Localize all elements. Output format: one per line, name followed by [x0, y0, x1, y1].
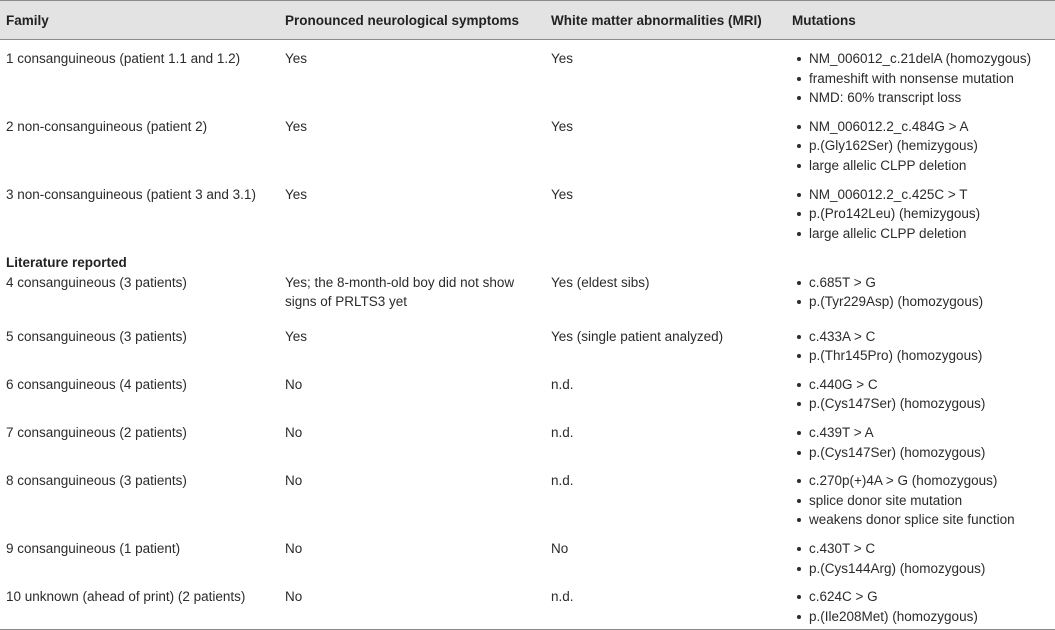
mutations-cell: [786, 578, 1055, 629]
mutation-item: NMD: 60% transcript loss: [792, 88, 1055, 108]
neuro-cell: No: [279, 578, 545, 629]
mutation-item: c.430T > C: [792, 539, 1055, 559]
family-cell: 2 non-consanguineous (patient 2): [6, 118, 208, 134]
family-cell: 10 unknown (ahead of print) (2 patients): [0, 578, 279, 629]
header-neurological: Pronounced neurological symptoms: [279, 1, 545, 40]
neuro-cell: Yes: [285, 51, 308, 66]
mutation-item: p.(Ile208Met) (homozygous): [792, 607, 1055, 627]
neuro-cell: Yes: [285, 328, 308, 344]
header-mutations: Mutations: [786, 1, 1055, 40]
mri-cell: n.d.: [551, 424, 574, 440]
mri-cell: Yes: [551, 118, 574, 134]
mutation-item: c.270p(+)4A > G (homozygous): [792, 471, 1055, 491]
family-cell: 5 consanguineous (3 patients): [6, 328, 187, 344]
mri-cell: n.d.: [545, 578, 786, 629]
mutation-item: p.(Thr145Pro) (homozygous): [792, 346, 1055, 366]
mutation-item: NM_006012.2_c.425C > T: [792, 185, 1055, 205]
table-row: [0, 414, 1055, 462]
mutation-item: frameshift with nonsense mutation: [792, 69, 1055, 89]
mutation-item: p.(Cys147Ser) (homozygous): [792, 394, 1055, 414]
mutation-item: p.(Cys147Ser) (homozygous): [792, 443, 1055, 463]
family-cell: 7 consanguineous (2 patients): [6, 424, 187, 440]
neuro-cell: Yes: [285, 118, 308, 134]
section-label: Literature reported: [6, 254, 127, 270]
table-row: [0, 462, 1055, 530]
family-cell: 6 consanguineous (4 patients): [6, 376, 187, 392]
mutations-cell: [786, 40, 1055, 108]
mri-cell: Yes: [551, 51, 574, 66]
mri-cell: Yes: [551, 186, 574, 202]
mri-cell: n.d.: [551, 473, 574, 489]
header-family: Family: [0, 1, 279, 40]
mutations-cell: [786, 318, 1055, 366]
table-row: [0, 176, 1055, 248]
mutations-cell: [786, 462, 1055, 530]
mutation-item: large allelic CLPP deletion: [792, 224, 1055, 244]
mutations-cell: [786, 108, 1055, 176]
table-row: [0, 318, 1055, 366]
family-cell: 8 consanguineous (3 patients): [6, 473, 187, 489]
table-row: [0, 578, 1055, 629]
mutation-item: splice donor site mutation: [792, 491, 1055, 511]
mutation-item: c.624C > G: [792, 587, 1055, 607]
neuro-cell: Yes; the 8-month-old boy did not show signs of PRLTS3 yet: [285, 274, 515, 310]
mri-cell: n.d.: [551, 376, 574, 392]
neuro-cell: No: [285, 473, 303, 489]
table-row: [0, 530, 1055, 578]
neuro-cell: No: [285, 540, 303, 556]
mutations-cell: [786, 366, 1055, 414]
mri-cell: No: [551, 540, 569, 556]
mutation-item: large allelic CLPP deletion: [792, 156, 1055, 176]
table-row: [0, 366, 1055, 414]
header-mri: White matter abnormalities (MRI): [545, 1, 786, 40]
mutation-item: p.(Tyr229Asp) (homozygous): [792, 292, 1055, 312]
mutation-item: c.685T > G: [792, 273, 1055, 293]
table-header: [0, 1, 1055, 40]
mutation-item: p.(Pro142Leu) (hemizygous): [792, 204, 1055, 224]
mutations-cell: [786, 530, 1055, 578]
table-row: [0, 40, 1055, 108]
mutation-item: NM_006012.2_c.484G > A: [792, 117, 1055, 137]
mri-cell: Yes (eldest sibs): [551, 274, 650, 290]
family-cell: 1 consanguineous (patient 1.1 and 1.2): [6, 51, 241, 66]
neuro-cell: Yes: [285, 186, 308, 202]
mutation-item: c.439T > A: [792, 423, 1055, 443]
mutations-cell: [786, 271, 1055, 318]
family-cell: 4 consanguineous (3 patients): [6, 274, 187, 290]
table-row: [0, 271, 1055, 318]
mutation-item: c.440G > C: [792, 375, 1055, 395]
section-row: [0, 248, 1055, 271]
table-body: [0, 40, 1055, 630]
mutation-item: c.433A > C: [792, 327, 1055, 347]
mutation-item: p.(Gly162Ser) (hemizygous): [792, 136, 1055, 156]
mutation-item: p.(Cys144Arg) (homozygous): [792, 559, 1055, 579]
mutation-item: NM_006012_c.21delA (homozygous): [792, 49, 1055, 69]
neuro-cell: No: [285, 424, 303, 440]
mutations-cell: [786, 414, 1055, 462]
mutation-item: weakens donor splice site function: [792, 510, 1055, 530]
family-cell: 9 consanguineous (1 patient): [6, 540, 181, 556]
table-row: [0, 108, 1055, 176]
neuro-cell: No: [285, 376, 303, 392]
mri-cell: Yes (single patient analyzed): [551, 328, 724, 344]
family-cell: 3 non-consanguineous (patient 3 and 3.1): [6, 186, 256, 202]
mutations-cell: [786, 176, 1055, 248]
